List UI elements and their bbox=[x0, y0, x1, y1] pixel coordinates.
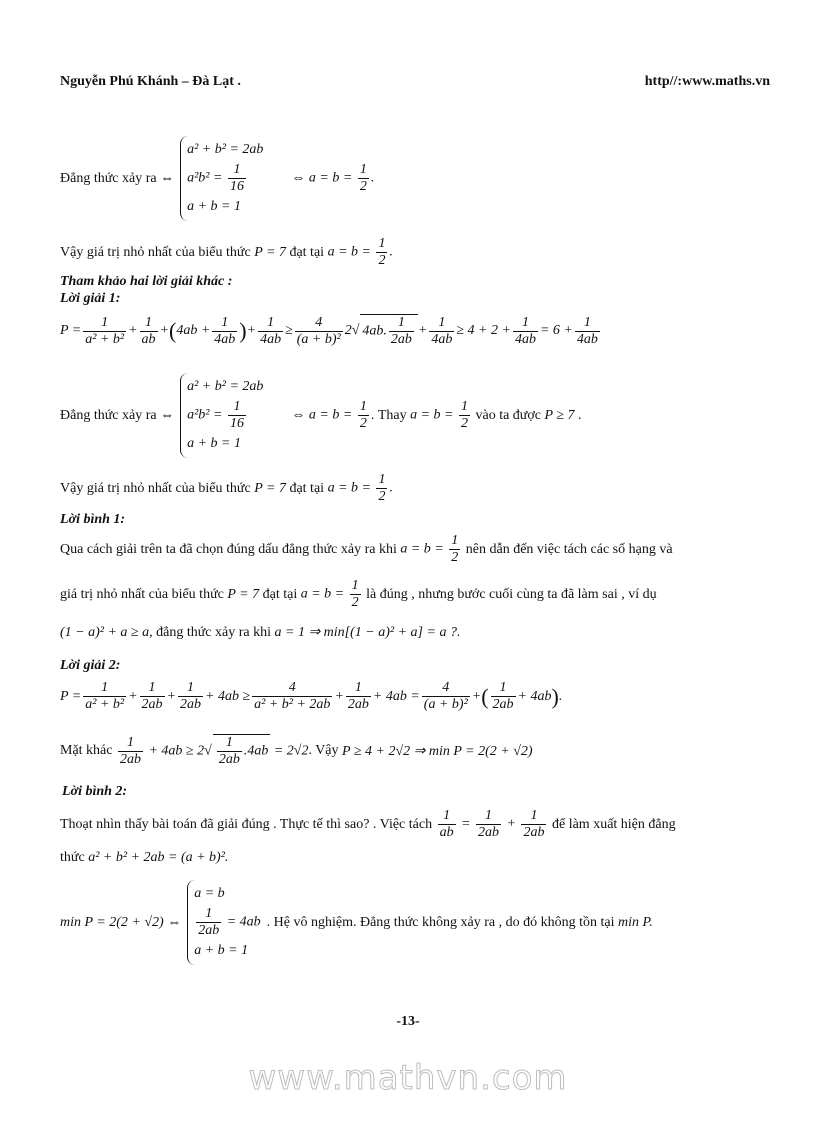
equation-system: a² + b² = 2ab a²b² = $\frac{1}{16}$ a + b = 1 bbox=[180, 136, 263, 221]
remark-1-line-1: Qua cách giải trên ta đã chọn đúng dấu đẳng thức xảy ra khi a = b = $\frac{1}{2}$ nên dẫn đến việc tách các số hạng và bbox=[60, 533, 673, 565]
remark-1-line-3: (1 − a)² + a ≥ a , đẳng thức xảy ra khi a = 1 ⇒ min[(1 − a)² + a] = a ?. bbox=[60, 624, 461, 640]
conclusion-1: Vậy giá trị nhỏ nhất của biểu thức P = 7 đạt tại a = b = $\frac{1}{2}$ . bbox=[60, 236, 393, 268]
remark-2-heading: Lời bình 2: bbox=[62, 784, 128, 799]
equality-label: Đẳng thức xảy ra ⇔ bbox=[60, 170, 175, 186]
solution-2-besides: Mặt khác $\frac{1}{2ab}$ + 4ab ≥ 2√ $\frac{1}{2ab}$ .4ab = 2√2 . Vậy P ≥ 4 + 2√2 ⇒ min P = 2(2 + √2) bbox=[60, 735, 533, 767]
equality-condition-2: Đẳng thức xảy ra ⇔ a² + b² = 2ab a²b² = $\frac{1}{16}$ a + b = 1 ⇔ a = b = $\frac{1}{2}$ . Thay a = b = $\frac{1}{2}$ vào ta được P ≥ 7 . bbox=[60, 373, 582, 458]
page-number: -13- bbox=[396, 1014, 420, 1029]
solution-1-formula: P = $\frac{1}{\text{a² + b²}}$ + $\frac{1}{ab}$ + ( 4ab + $\frac{1}{4ab}$ ) + $\frac{1}{4ab}$ ≥ $\frac{4}{\text{(a + b)²}}$ 2 √ 4ab. $\frac{1}{2ab}$ + $\frac{1}{4ab}$ ≥ 4 + 2 + $\frac{1}{4ab}$ = 6 + $\frac{1}{4ab}$ bbox=[60, 314, 598, 347]
watermark: www.mathvn.com bbox=[248, 1058, 568, 1098]
remark-2-conclusion: min P = 2(2 + √2) ⇔ a = b $\frac{1}{2ab}$ = 4ab a + b = 1 . Hệ vô nghiệm. Đẳng thức không xảy ra , do đó không tồn tại min P. bbox=[60, 880, 653, 965]
conclusion-2: Vậy giá trị nhỏ nhất của biểu thức P = 7 đạt tại a = b = $\frac{1}{2}$ . bbox=[60, 472, 393, 504]
solution-1-heading: Lời giải 1: bbox=[60, 291, 121, 306]
remark-2-line-1: Thoạt nhìn thấy bài toán đã giải đúng . Thực tế thì sao? . Việc tách $\frac{1}{ab}$ = $\frac{1}{2ab}$ + $\frac{1}{2ab}$ để làm xuất hiện đẳng bbox=[60, 808, 676, 840]
reference-heading: Tham khảo hai lời giải khác : bbox=[60, 274, 233, 289]
equation-system: a = b $\frac{1}{2ab}$ = 4ab a + b = 1 bbox=[187, 880, 260, 965]
remark-2-line-2: thức a² + b² + 2ab = (a + b)². bbox=[60, 850, 229, 865]
solution-2-formula: P = $\frac{1}{\text{a² + b²}}$ + $\frac{1}{2ab}$ + $\frac{1}{2ab}$ + 4ab ≥ $\frac{4}{\text{a² + b² + 2ab}}$ + $\frac{1}{2ab}$ + 4ab = $\frac{4}{\text{(a + b)²}}$ + ( $\frac{1}{2ab}$ + 4ab ) . bbox=[60, 680, 563, 712]
remark-1-line-2: giá trị nhỏ nhất của biểu thức P = 7 đạt tại a = b = $\frac{1}{2}$ là đúng , nhưng bước cuối cùng ta đã làm sai , ví dụ bbox=[60, 578, 657, 610]
solution-2-heading: Lời giải 2: bbox=[60, 658, 121, 673]
header-site: http//:www.maths.vn bbox=[644, 74, 770, 89]
equality-condition-1: Đẳng thức xảy ra ⇔ a² + b² = 2ab a²b² = $\frac{1}{16}$ a + b = 1 ⇔ a = b = $\frac{1}{2}$ . bbox=[60, 136, 374, 221]
equation-system: a² + b² = 2ab a²b² = $\frac{1}{16}$ a + b = 1 bbox=[180, 373, 263, 458]
remark-1-heading: Lời bình 1: bbox=[60, 512, 126, 527]
header-author: Nguyễn Phú Khánh – Đà Lạt . bbox=[60, 74, 241, 89]
